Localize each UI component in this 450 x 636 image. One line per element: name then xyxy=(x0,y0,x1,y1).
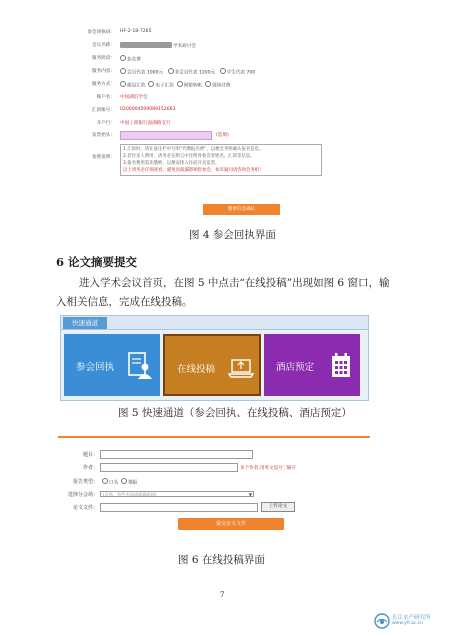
section-title: 6 论文摘要提交 xyxy=(56,255,138,269)
redacted-block xyxy=(120,42,172,48)
account-name-value: 中国湖泊学会 xyxy=(120,95,148,100)
option-oral: 口头 xyxy=(109,480,119,486)
tile-registration-receipt[interactable] xyxy=(64,334,160,396)
option-electronic: 电子汇款 xyxy=(155,83,174,89)
tile-online-submission[interactable] xyxy=(163,334,261,396)
radio-member[interactable] xyxy=(120,68,126,74)
paragraph-line: 进入学术会议首页，在图 5 中点击“在线投稿”出现如图 6 窗口，输 xyxy=(79,277,390,289)
row-label: 汇款账号： xyxy=(92,108,115,113)
fig5-caption: 图 5 快速通道（参会回执、在线投稿、酒店预定） xyxy=(118,407,352,419)
session-select[interactable] xyxy=(100,491,254,497)
service-stage-value: 参会费 xyxy=(127,57,141,63)
row-label: 发票抬头： xyxy=(92,133,115,138)
option-onsite: 现场付费 xyxy=(211,83,231,89)
report-type-options xyxy=(102,478,137,486)
institute-logo-icon xyxy=(374,613,390,629)
row-label: 服务方式： xyxy=(92,82,115,87)
title-input[interactable] xyxy=(100,450,253,459)
hotel-building-icon xyxy=(330,352,352,378)
notes-label: 参照说明： xyxy=(92,155,115,160)
quick-access-panel xyxy=(60,315,369,401)
page-number: 7 xyxy=(220,591,225,599)
receipt-person-icon xyxy=(128,352,154,380)
radio-student[interactable] xyxy=(220,68,226,74)
receipt-code-value: HF-2-18-7265 xyxy=(120,29,152,34)
radio-onsite[interactable] xyxy=(205,81,211,87)
tile-label: 酒店预定 xyxy=(276,362,315,373)
note-line: 3.报名费用需先缴纳，以便安排入住宿开具发票。 xyxy=(123,161,220,166)
author-label: 作者： xyxy=(82,465,98,471)
tile-label: 参会回执 xyxy=(76,362,115,373)
meeting-name-value: 学术研讨会 xyxy=(173,44,196,49)
watermark-name: 长江水产研究所 xyxy=(392,615,431,621)
service-stage-row xyxy=(58,54,358,64)
laptop-upload-icon xyxy=(227,356,255,380)
radio-electronic[interactable] xyxy=(148,81,154,87)
radio-post[interactable] xyxy=(120,81,126,87)
tile-hotel-booking[interactable] xyxy=(264,334,360,396)
online-submission-form xyxy=(58,436,370,538)
row-label: 参会回执码： xyxy=(87,30,115,35)
receipt-code-row xyxy=(58,28,358,38)
row-label: 会议名称： xyxy=(92,43,115,48)
notes-textarea[interactable] xyxy=(120,144,322,176)
account-name-row xyxy=(58,93,358,103)
meeting-name-row xyxy=(58,41,358,51)
chevron-down-icon: ▼ xyxy=(248,492,252,497)
radio-nonmember[interactable] xyxy=(168,68,174,74)
option-member: 会员代表 1000元 xyxy=(127,70,164,76)
invoice-title-row xyxy=(58,131,358,141)
option-online-bank: 网银转帐 xyxy=(183,83,203,89)
tile-label: 在线投稿 xyxy=(177,364,216,375)
author-input[interactable] xyxy=(100,463,238,472)
radio-oral[interactable] xyxy=(102,478,108,484)
option-poster: 墙报 xyxy=(128,480,138,486)
group-label: 选择分会场： xyxy=(67,492,98,498)
account-number-row xyxy=(58,106,358,116)
radio-online-bank[interactable] xyxy=(177,81,183,87)
payment-receipt-form xyxy=(58,28,358,216)
row-label: 账户名： xyxy=(96,95,115,100)
option-post: 邮局汇款 xyxy=(127,83,146,89)
option-student: 学生代表 700 xyxy=(226,70,256,76)
confirm-payment-button[interactable]: 缴费信息确认 xyxy=(203,204,280,215)
tab-bar xyxy=(61,316,368,330)
tab-quick-access[interactable]: 快速通道 xyxy=(63,317,107,329)
title-label: 题目： xyxy=(82,452,98,458)
session-select-placeholder: (可选，有些专场请准确选择) xyxy=(103,492,157,497)
paragraph-line: 入相关信息，完成在线投稿。 xyxy=(56,296,193,308)
notes-row xyxy=(58,144,358,178)
optional-hint: (选填) xyxy=(216,133,229,138)
row-label: 服务内容： xyxy=(92,69,115,74)
submit-paper-button[interactable]: 提交论文文件 xyxy=(178,518,284,530)
row-label: 服务阶段： xyxy=(92,56,115,61)
author-hint: 多个作者,用英文逗号','隔开 xyxy=(240,466,296,471)
row-label: 开户行： xyxy=(96,121,115,126)
payment-method-row xyxy=(58,80,358,90)
watermark-url: www.yfi.ac.cn xyxy=(392,621,423,626)
option-nonmember: 非会员代表 1200元 xyxy=(174,70,216,76)
radio-poster[interactable] xyxy=(121,478,127,484)
service-content-row xyxy=(58,67,358,77)
bank-value: 中国工商银行南湖路支行 xyxy=(120,121,171,126)
header-rule xyxy=(58,436,370,438)
note-warning: 以上请务必仔细查看，避免因疏漏影响您参会，如有疑问请咨询会务组！ xyxy=(123,168,264,173)
radio-button[interactable] xyxy=(120,55,126,61)
fig4-caption: 图 4 参会回执界面 xyxy=(189,229,276,241)
report-type-label: 报告类型： xyxy=(72,479,98,485)
note-line: 1.汇款时，请在备注栏中写明“代缴报名费”，以便会务组确认报名信息。 xyxy=(123,147,264,152)
note-line: 2.若付多人费用，请务必在附言中注明各参会者姓名、汇款等信息。 xyxy=(123,154,255,159)
fig6-caption: 图 6 在线投稿界面 xyxy=(178,554,265,566)
file-path-input[interactable] xyxy=(100,503,258,512)
upload-paper-button[interactable]: 上传论文 xyxy=(261,502,295,512)
file-label: 论文文件： xyxy=(72,505,98,511)
bank-row xyxy=(58,119,358,129)
invoice-title-input[interactable] xyxy=(120,131,212,140)
account-number-value: 0200004509089152663 xyxy=(120,107,176,112)
